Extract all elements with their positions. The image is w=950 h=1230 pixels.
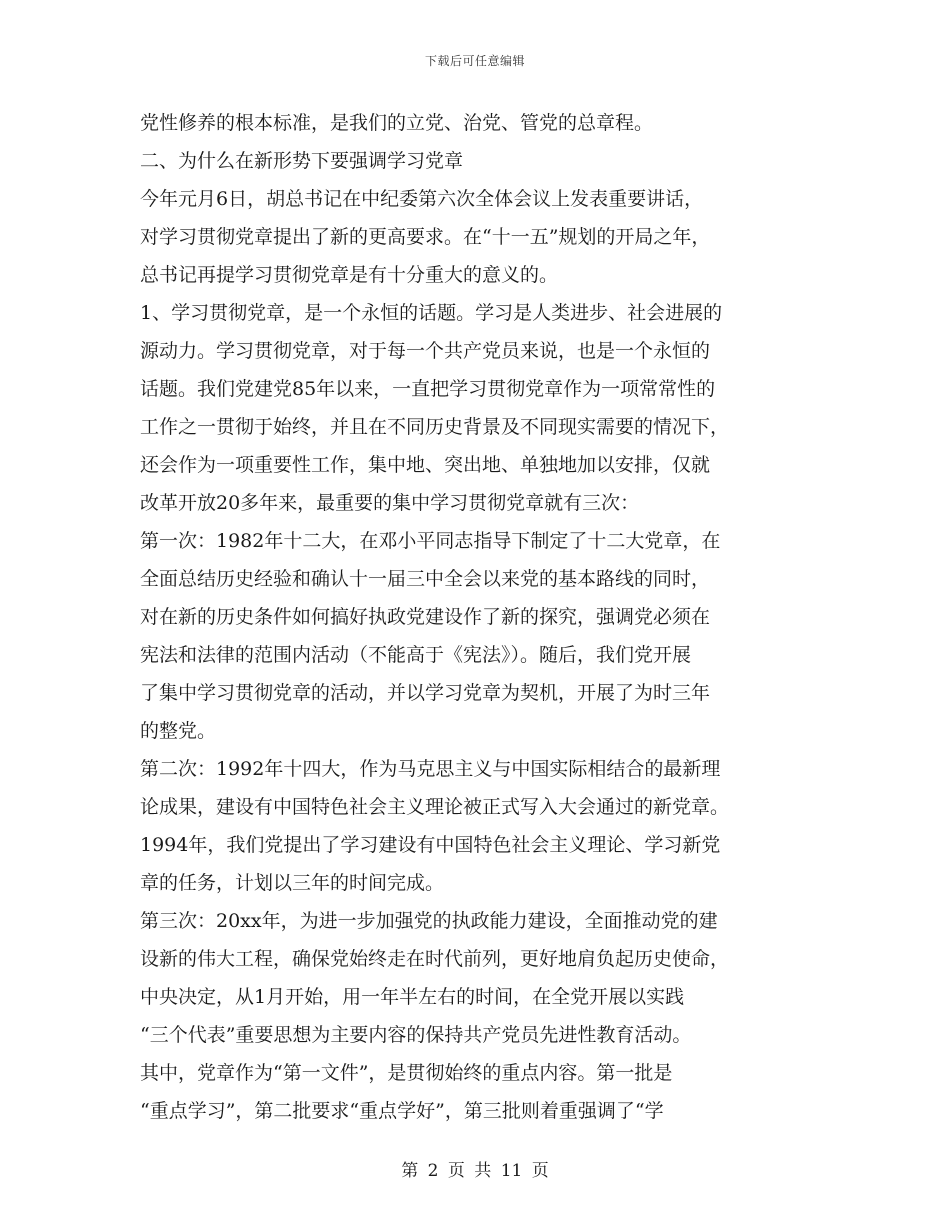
text-line: 工作之一贯彻于始终，并且在不同历史背景及不同现实需要的情况下， bbox=[140, 416, 730, 438]
text-line: 1、学习贯彻党章，是一个永恒的话题。学习是人类进步、社会进展的 bbox=[140, 302, 723, 324]
text-line: 论成果，建设有中国特色社会主义理论被正式写入大会通过的新党章。 bbox=[140, 796, 730, 818]
text-line: 源动力。学习贯彻党章，对于每一个共产党员来说，也是一个永恒的 bbox=[140, 340, 711, 362]
text-line: 党性修养的根本标准，是我们的立党、治党、管党的总章程。 bbox=[140, 112, 654, 134]
text-line: 总书记再提学习贯彻党章是有十分重大的意义的。 bbox=[140, 264, 559, 286]
text-line: 改革开放20多年来，最重要的集中学习贯彻党章就有三次： bbox=[140, 492, 640, 514]
section-heading: 二、为什么在新形势下要强调学习党章 bbox=[140, 150, 464, 172]
text-line: 对在新的历史条件如何搞好执政党建设作了新的探究，强调党必须在 bbox=[140, 606, 711, 628]
text-line: 中央决定，从1月开始，用一年半左右的时间，在全党开展以实践 bbox=[140, 986, 685, 1008]
text-line: 对学习贯彻党章提出了新的更高要求。在“十一五”规划的开局之年， bbox=[140, 226, 711, 248]
text-line: 全面总结历史经验和确认十一届三中全会以来党的基本路线的同时， bbox=[140, 568, 711, 590]
text-line: 宪法和法律的范围内活动（不能高于《宪法》）。随后，我们党开展 bbox=[140, 644, 692, 666]
text-line: “重点学习”，第二批要求“重点学好”，第三批则着重强调了“学 bbox=[140, 1100, 664, 1122]
document-body bbox=[140, 104, 830, 1130]
text-line: 的整党。 bbox=[140, 720, 217, 742]
text-line: 第一次：1982年十二大，在邓小平同志指导下制定了十二大党章，在 bbox=[140, 530, 721, 552]
text-line: 1994年，我们党提出了学习建设有中国特色社会主义理论、学习新党 bbox=[140, 834, 721, 856]
text-line: “三个代表”重要思想为主要内容的保持共产党员先进性教育活动。 bbox=[140, 1024, 692, 1046]
text-line: 话题。我们党建党85年以来，一直把学习贯彻党章作为一项常常性的 bbox=[140, 378, 716, 400]
page-number-footer: 第 2 页 共 11 页 bbox=[401, 1161, 549, 1181]
text-line: 设新的伟大工程，确保党始终走在时代前列，更好地肩负起历史使命， bbox=[140, 948, 730, 970]
text-line: 今年元月6日，胡总书记在中纪委第六次全体会议上发表重要讲话， bbox=[140, 188, 704, 210]
text-line: 其中，党章作为“第一文件”，是贯彻始终的重点内容。第一批是 bbox=[140, 1062, 673, 1084]
text-line: 第二次：1992年十四大，作为马克思主义与中国实际相结合的最新理 bbox=[140, 758, 721, 780]
text-line: 章的任务，计划以三年的时间完成。 bbox=[140, 872, 445, 894]
text-line: 还会作为一项重要性工作，集中地、突出地、单独地加以安排，仅就 bbox=[140, 454, 711, 476]
text-line: 了集中学习贯彻党章的活动，并以学习党章为契机，开展了为时三年 bbox=[140, 682, 711, 704]
text-line: 第三次：20xx年，为进一步加强党的执政能力建设，全面推动党的建 bbox=[140, 910, 718, 932]
page-header: 下载后可任意编辑 bbox=[424, 54, 525, 68]
